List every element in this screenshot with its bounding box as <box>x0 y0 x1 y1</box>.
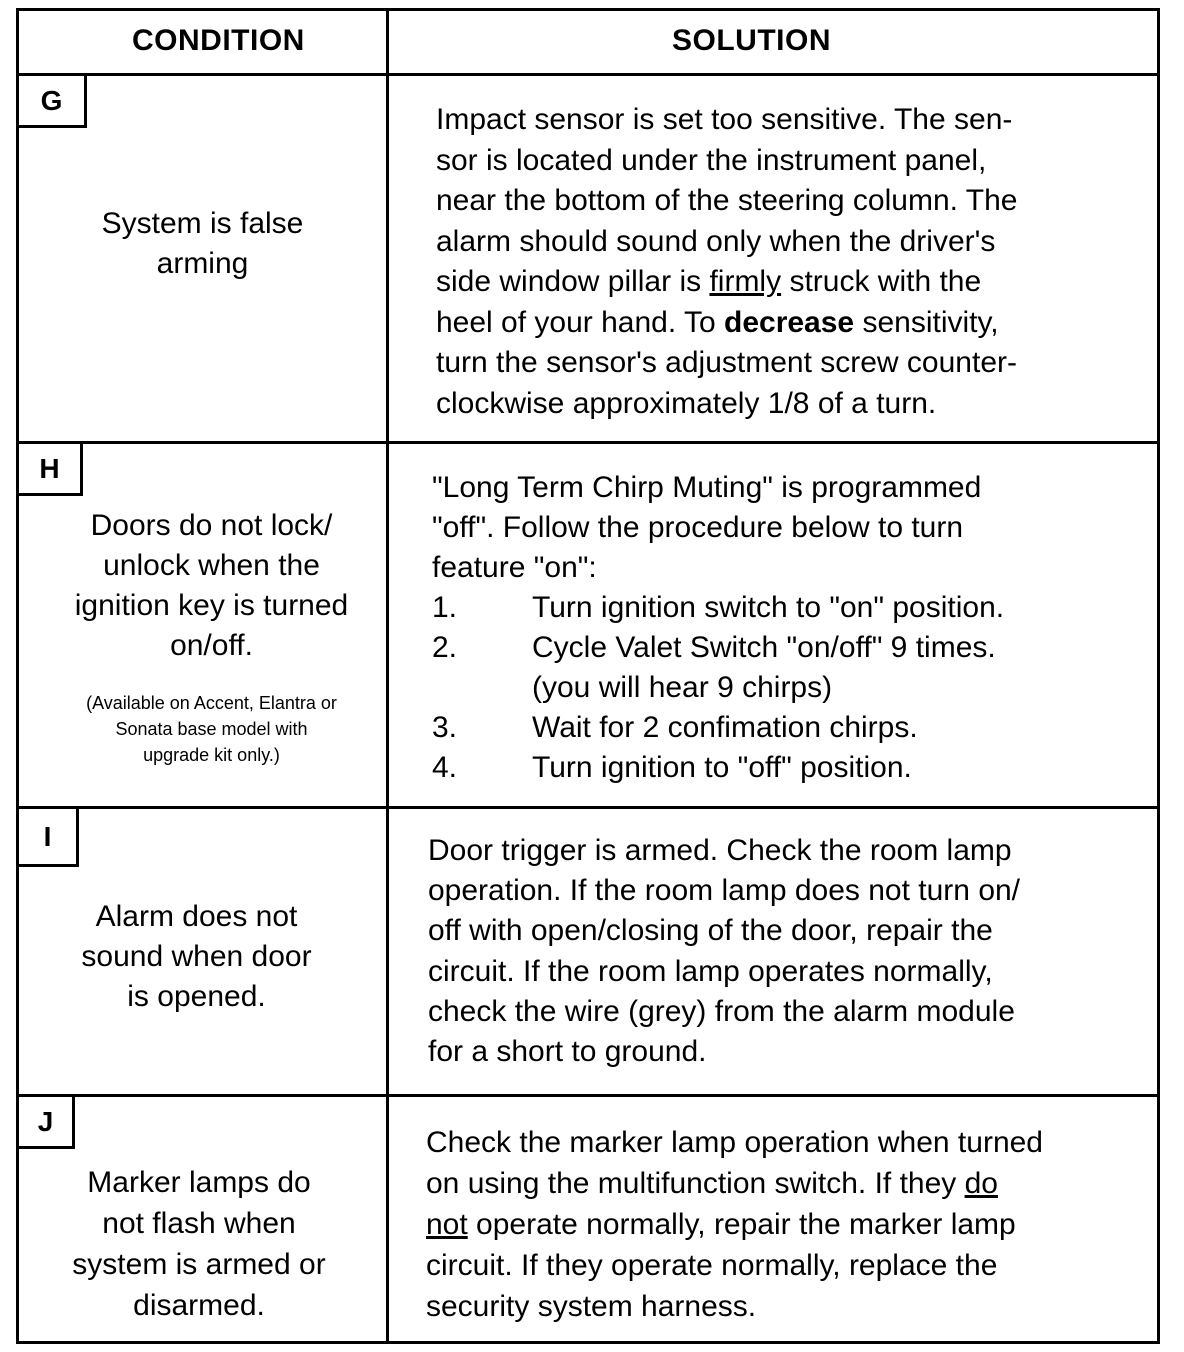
condition-text: Alarm does not sound when door is opened. <box>81 900 312 1013</box>
divider-header <box>16 73 1160 76</box>
solution-text: Door trigger is armed. Check the room lamp operation. If the room lamp does not turn on/ off with open/closing of the door, repair the circuit. If the room lamp operates normally, check the wire (grey) from the alarm module for a short to ground. <box>428 834 1021 1069</box>
column-divider <box>386 8 389 1344</box>
availability-note: (Available on Accent, Elantra or Sonata base model with upgrade kit only.) <box>86 693 337 765</box>
emphasis-decrease: decrease <box>724 305 855 339</box>
condition-text: Marker lamps do not flash when system is armed or disarmed. <box>72 1166 326 1322</box>
row-letter-badge: H <box>19 444 83 496</box>
procedure-step: 4. Turn ignition to "off" position. <box>432 751 912 784</box>
emphasis-not: not <box>426 1208 468 1241</box>
procedure-step: 2. Cycle Valet Switch "on/off" 9 times. <box>432 631 996 664</box>
condition-text: System is false arming <box>101 207 304 280</box>
solution-text: "Long Term Chirp Muting" is programmed "off". Follow the procedure below to turn feature "on": <box>432 471 982 584</box>
divider-g-h <box>16 441 1160 444</box>
solution-text: Impact sensor is set too sensitive. The sen- sor is located under the instrument panel, near the bottom of the steering column. The alarm should sound only when the driver's side window pillar is firmly struck with the heel of your hand. To decrease sensitivity, turn the sensor's adjustment screw counter- clockwise approximately 1/8 of a turn. <box>436 103 1018 420</box>
row-letter-badge: G <box>19 76 87 128</box>
header-condition: CONDITION <box>132 24 305 57</box>
divider-h-i <box>16 806 1160 809</box>
procedure-steps <box>432 588 1005 788</box>
row-letter-badge: J <box>19 1097 75 1149</box>
divider-i-j <box>16 1094 1160 1097</box>
procedure-step: 3. Wait for 2 confimation chirps. <box>432 711 918 744</box>
header-solution: SOLUTION <box>672 24 831 57</box>
solution-text: Check the marker lamp operation when turned on using the multifunction switch. If they do not operate normally, repair the marker lamp circuit. If they operate normally, replace the security system harness. <box>426 1126 1043 1323</box>
procedure-step-note: (you will hear 9 chirps) <box>532 671 833 704</box>
procedure-step: 1. Turn ignition switch to "on" position. <box>432 591 1005 624</box>
condition-text: Doors do not lock/ unlock when the ignition key is turned on/off. <box>74 509 349 662</box>
emphasis-do: do <box>964 1167 998 1200</box>
row-letter-badge: I <box>19 809 79 867</box>
emphasis-firmly: firmly <box>709 265 782 298</box>
